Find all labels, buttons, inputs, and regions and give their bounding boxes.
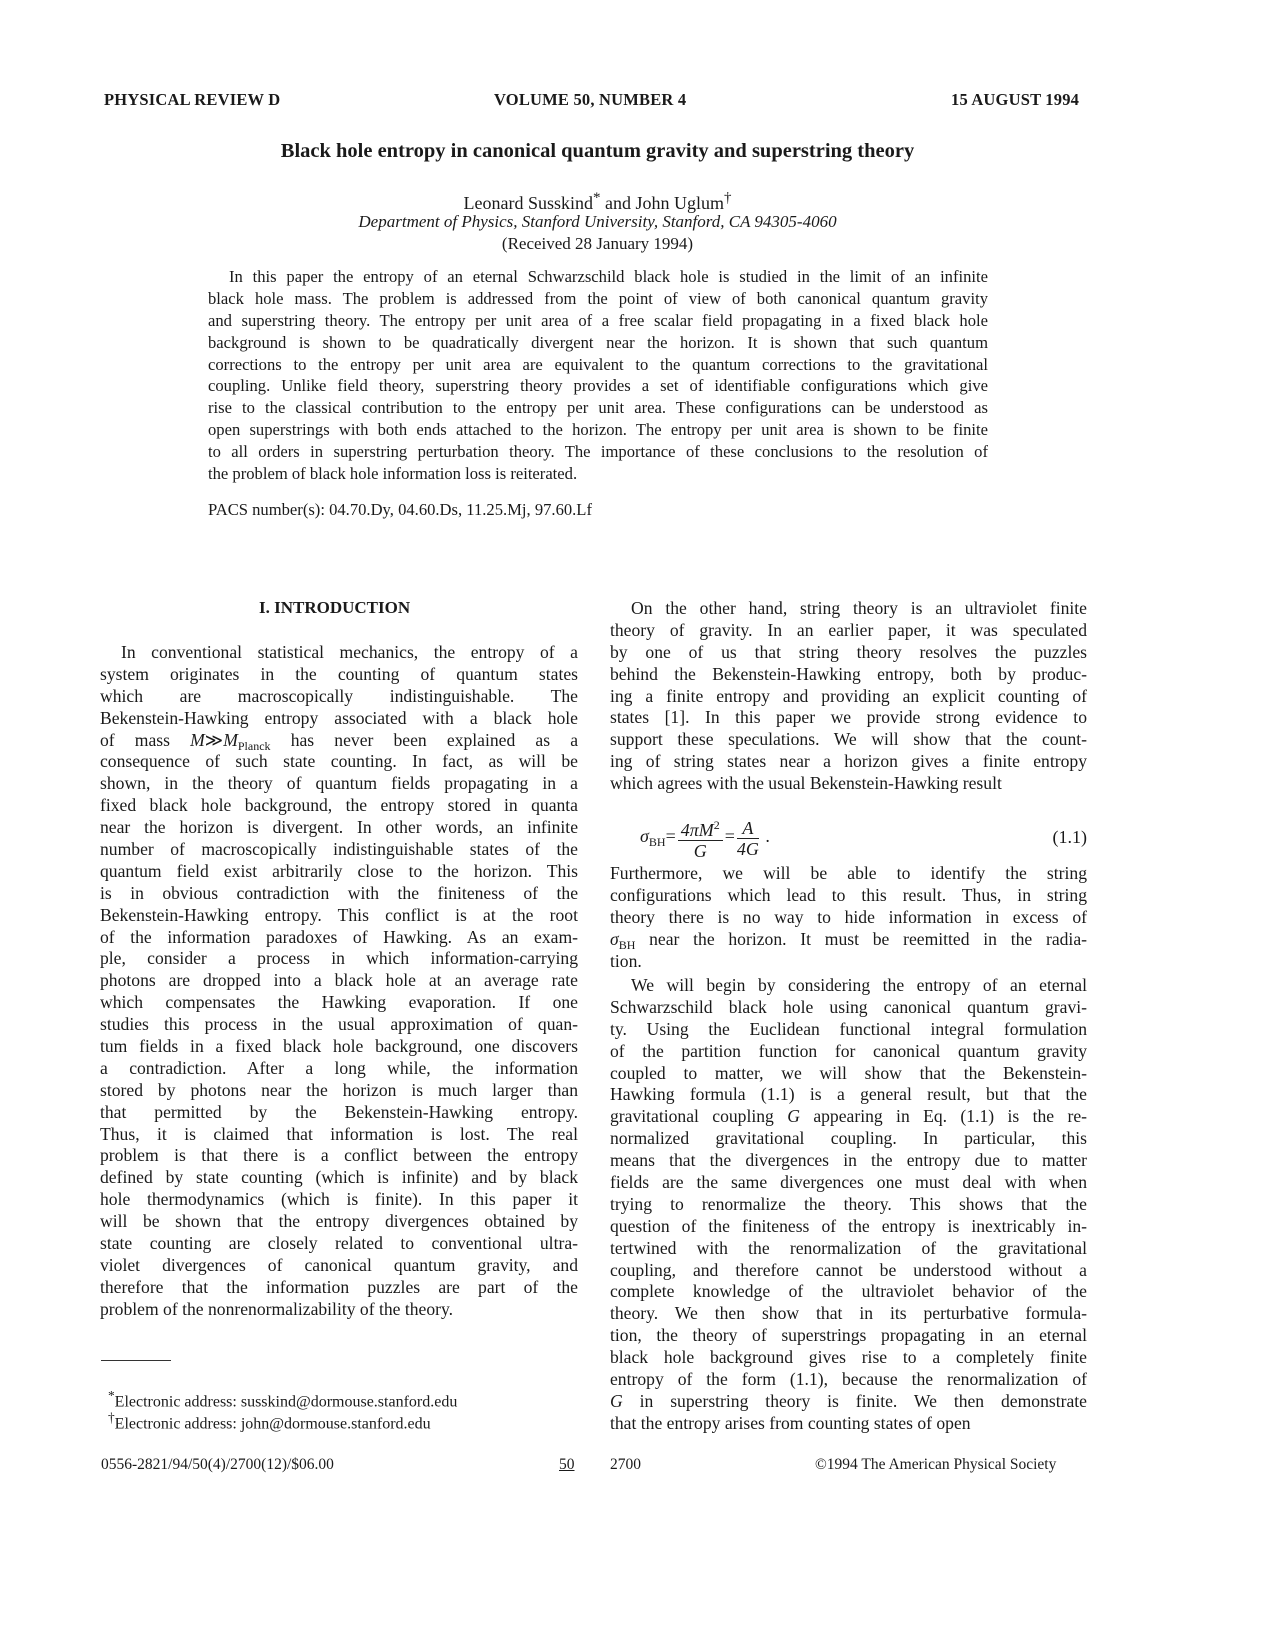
- text-line: normalized gravitational coupling. In particular, this: [610, 1128, 1087, 1149]
- text-line: to all orders in superstring perturbation theory. The importance of these conclusions to the resolution of: [208, 442, 988, 462]
- text-line: quantum field exist arbitrarily close to the horizon. This: [100, 860, 578, 881]
- text-line: Hawking formula (1.1) is a general result, but that the: [610, 1084, 1087, 1105]
- text-line: tum fields in a fixed black hole background, one discovers: [100, 1036, 578, 1057]
- pacs-numbers: PACS number(s): 04.70.Dy, 04.60.Ds, 11.25.Mj, 97.60.Lf: [208, 500, 592, 519]
- author-line: [0, 190, 1195, 214]
- right-paragraph-1: [610, 598, 1087, 795]
- text-line: Bekenstein-Hawking entropy associated with a black hole: [100, 707, 578, 728]
- text-line: In this paper the entropy of an eternal Schwarzschild black hole is studied in the limit of an infinite: [229, 267, 988, 286]
- text-line: near the horizon is divergent. In other words, an infinite: [100, 817, 578, 838]
- paper-title: Black hole entropy in canonical quantum gravity and superstring theory: [280, 140, 915, 162]
- text-line: is in obvious contradiction with the finiteness of the: [100, 882, 578, 903]
- text-line: complete knowledge of the ultraviolet behavior of the: [610, 1281, 1087, 1302]
- footer-copyright: ©1994 The American Physical Society: [815, 1456, 1057, 1473]
- text-line: states [1]. In this paper we provide strong evidence to: [610, 707, 1087, 728]
- text-line: state counting are closely related to conventional ultra-: [100, 1233, 578, 1254]
- text-line: We will begin by considering the entropy of an eternal: [631, 975, 1087, 995]
- text-segment: of mass: [100, 729, 191, 750]
- text-segment: in superstring theory is finite. We then demonstrate: [622, 1390, 1087, 1411]
- text-segment: has never been explained as a: [270, 729, 578, 750]
- text-line: a contradiction. After a long while, the information: [100, 1057, 578, 1078]
- footnote-1-mark: *: [108, 1388, 115, 1403]
- text-line: that the entropy arises from counting states of open: [610, 1412, 971, 1433]
- right-paragraph-3: [610, 975, 1087, 1435]
- left-column-paragraph: [100, 642, 578, 1321]
- text-line: trying to renormalize the theory. This shows that the: [610, 1193, 1087, 1214]
- text-line: Furthermore, we will be able to identify the string: [610, 863, 1087, 883]
- author-2-mark: †: [724, 190, 732, 206]
- footnote-2: [108, 1407, 431, 1435]
- footnote-2-text: Electronic address: john@dormouse.stanford.edu: [114, 1415, 431, 1433]
- text-line: of the information paradoxes of Hawking. As an exam-: [100, 926, 578, 947]
- text-segment: near the horizon. It must be reemitted in the radia-: [635, 928, 1087, 949]
- eq-equals-2: =: [724, 826, 735, 847]
- text-line: consequence of such state counting. In fact, as will be: [100, 751, 578, 772]
- text-line: system originates in the counting of quantum states: [100, 663, 578, 684]
- volume-number: VOLUME 50, NUMBER 4: [494, 90, 687, 109]
- text-line: coupled to matter, we will show that the Bekenstein-: [610, 1062, 1087, 1083]
- text-line: fixed black hole background, the entropy stored in quanta: [100, 795, 578, 816]
- text-line: which agrees with the usual Bekenstein-Hawking result: [610, 773, 1002, 794]
- text-line: therefore that the information puzzles are part of the: [100, 1276, 578, 1297]
- text-line: Thus, it is claimed that information is lost. The real: [100, 1123, 578, 1144]
- text-line: background is shown to be quadratically divergent near the horizon. It is shown that such quantum: [208, 332, 988, 352]
- author-2: John Uglum: [635, 193, 724, 213]
- text-line: ing a finite entropy and providing an explicit counting of: [610, 685, 1087, 706]
- text-line: entropy of the form (1.1), because the renormalization of: [610, 1369, 1087, 1390]
- text-segment: Planck: [237, 738, 271, 752]
- text-segment: gravitational coupling: [610, 1106, 788, 1127]
- text-line: open superstrings with both ends attached to the horizon. The entropy per unit area is shown to be finite: [208, 420, 988, 440]
- text-line: will be shown that the entropy divergences obtained by: [100, 1211, 578, 1232]
- eq-num-2: A: [737, 818, 759, 839]
- text-line: and superstring theory. The entropy per unit area of a free scalar field propagating in a fixed black hole: [208, 310, 988, 330]
- text-line: studies this process in the usual approximation of quan-: [100, 1014, 578, 1035]
- text-line: hole thermodynamics (which is finite). In this paper it: [100, 1189, 578, 1210]
- text-line: configurations which lead to this result. Thus, in string: [610, 884, 1087, 905]
- text-segment: appearing in Eq. (1.1) is the re-: [799, 1106, 1087, 1127]
- text-line: On the other hand, string theory is an ultraviolet finite: [631, 598, 1087, 618]
- text-segment: M: [223, 729, 238, 750]
- received-date: (Received 28 January 1994): [501, 234, 694, 253]
- footnote-rule: [101, 1360, 171, 1361]
- text-line: Schwarzschild black hole using canonical quantum gravi-: [610, 996, 1087, 1017]
- right-paragraph-2: [610, 863, 1087, 972]
- eq-den-1: G: [693, 841, 707, 861]
- text-line: [610, 1391, 1087, 1413]
- text-line: rise to the classical contribution to the entropy per unit area. These configurations can be understood as: [208, 398, 988, 418]
- text-line: black hole mass. The problem is addressed from the point of view of both canonical quantum gravity: [208, 288, 988, 308]
- eq-den-2: 4G: [736, 838, 759, 859]
- footnote-1-text: Electronic address: susskind@dormouse.stanford.edu: [114, 1393, 458, 1411]
- text-line: [610, 929, 1087, 951]
- text-line: which are macroscopically indistinguishable. The: [100, 685, 578, 706]
- text-line: means that the divergences in the entropy due to matter: [610, 1150, 1087, 1171]
- text-line: In conventional statistical mechanics, the entropy of a: [121, 642, 578, 662]
- abstract: [208, 266, 988, 485]
- text-segment: BH: [618, 937, 636, 951]
- footer-code: 0556-2821/94/50(4)/2700(12)/$06.00: [101, 1456, 334, 1473]
- text-line: by one of us that string theory resolves the puzzles: [610, 641, 1087, 662]
- text-line: tertwined with the renormalization of the gravitational: [610, 1237, 1087, 1258]
- text-line: corrections to the entropy per unit area are equivalent to the quantum corrections to the gravitational: [208, 354, 988, 374]
- text-line: ty. Using the Euclidean functional integral formulation: [610, 1018, 1087, 1039]
- text-line: problem of the nonrenormalizability of the theory.: [100, 1298, 454, 1319]
- text-line: shown, in the theory of quantum fields propagating in a: [100, 773, 578, 794]
- text-line: behind the Bekenstein-Hawking entropy, both by produc-: [610, 663, 1087, 684]
- text-line: theory there is no way to hide information in excess of: [610, 906, 1087, 927]
- eq-num-1-sup: 2: [713, 818, 720, 832]
- eq-num-1: 4πM: [680, 820, 714, 840]
- text-line: ing of string states near a horizon gives a finite entropy: [610, 751, 1087, 772]
- equation-1-1: [640, 815, 1090, 861]
- eq-fraction-1: [678, 815, 723, 861]
- text-segment: M: [190, 729, 205, 750]
- text-line: violet divergences of canonical quantum gravity, and: [100, 1254, 578, 1275]
- journal-name: PHYSICAL REVIEW D: [104, 90, 281, 109]
- text-line: ple, consider a process in which information-carrying: [100, 948, 578, 969]
- text-line: stored by photons near the horizon is much larger than: [100, 1079, 578, 1100]
- affiliation: Department of Physics, Stanford University, Stanford, CA 94305-4060: [358, 212, 837, 231]
- text-line: coupling, and therefore cannot be understood without a: [610, 1259, 1087, 1280]
- text-line: [100, 730, 578, 752]
- text-line: which compensates the Hawking evaporation. If one: [100, 992, 578, 1013]
- equation-number: (1.1): [1052, 827, 1087, 847]
- text-line: number of macroscopically indistinguishable states of the: [100, 839, 578, 860]
- eq-sigma-sub: BH: [648, 835, 666, 850]
- eq-equals: =: [665, 826, 676, 847]
- author-1-mark: *: [592, 190, 601, 206]
- text-line: fields are the same divergences one must deal with when: [610, 1172, 1087, 1193]
- text-segment: G: [787, 1106, 800, 1127]
- section-heading: I. INTRODUCTION: [259, 598, 411, 617]
- footer-volume: 50: [559, 1456, 575, 1473]
- author-conjunction: and: [600, 193, 636, 213]
- eq-period: .: [760, 826, 770, 847]
- text-line: black hole background gives rise to a completely finite: [610, 1347, 1087, 1368]
- text-line: theory. We then show that in its perturbative formula-: [610, 1303, 1087, 1324]
- text-line: the problem of black hole information loss is reiterated.: [208, 464, 578, 484]
- eq-sigma: σ: [640, 826, 649, 847]
- text-line: theory of gravity. In an earlier paper, it was speculated: [610, 619, 1087, 640]
- text-line: tion.: [610, 950, 642, 971]
- text-line: that permitted by the Bekenstein-Hawking entropy.: [100, 1101, 578, 1122]
- footer-page-number: 2700: [610, 1456, 641, 1473]
- text-line: of the partition function for canonical quantum gravity: [610, 1040, 1087, 1061]
- footnote-2-mark: †: [108, 1410, 115, 1425]
- text-segment: σ: [610, 928, 619, 949]
- text-line: Bekenstein-Hawking entropy. This conflict is at the root: [100, 904, 578, 925]
- text-line: problem is that there is a conflict between the entropy: [100, 1145, 578, 1166]
- author-1: Leonard Susskind: [463, 193, 593, 213]
- issue-date: 15 AUGUST 1994: [951, 90, 1080, 109]
- text-line: coupling. Unlike field theory, superstring theory provides a set of identifiable configurations which give: [208, 376, 988, 396]
- text-line: photons are dropped into a black hole at an average rate: [100, 970, 578, 991]
- text-line: defined by state counting (which is infinite) and by black: [100, 1167, 578, 1188]
- text-segment: G: [610, 1390, 623, 1411]
- text-line: tion, the theory of superstrings propagating in an eternal: [610, 1325, 1087, 1346]
- eq-fraction-2: [737, 818, 759, 859]
- text-line: [610, 1106, 1087, 1128]
- text-segment: ≫: [204, 729, 224, 750]
- text-line: support these speculations. We will show that the count-: [610, 729, 1087, 750]
- text-line: question of the finiteness of the entropy is inextricably in-: [610, 1215, 1087, 1236]
